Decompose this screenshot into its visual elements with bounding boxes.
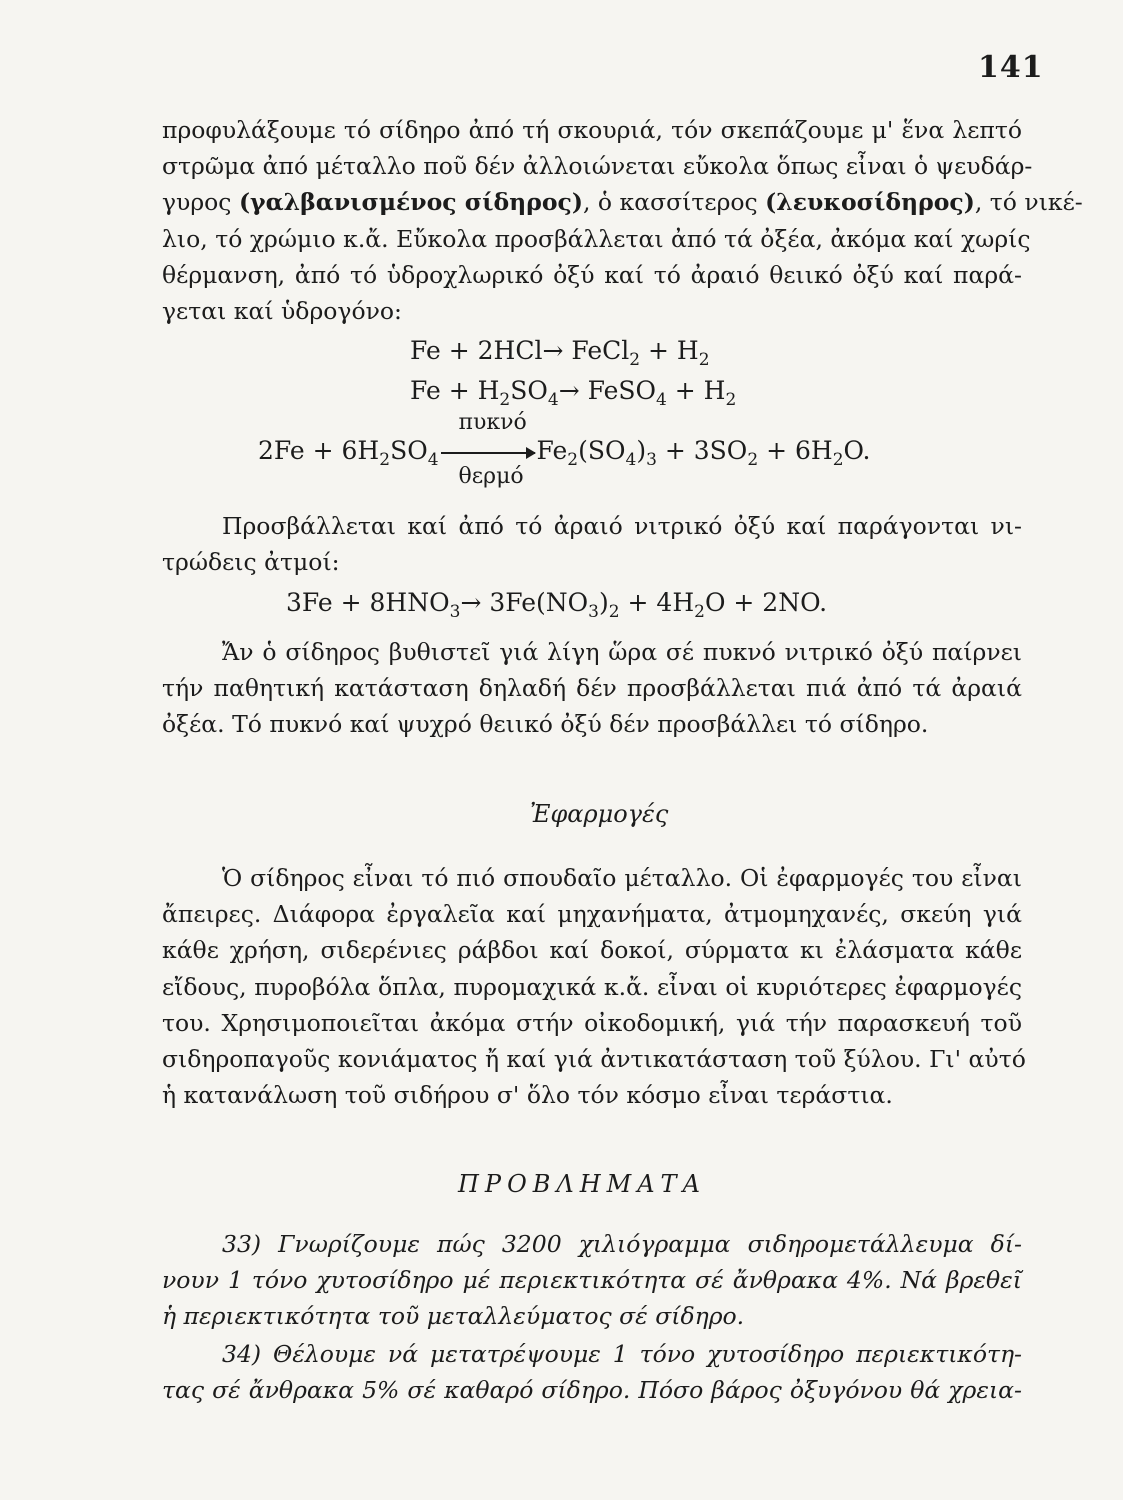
text-line: προφυλάξουμε τό σίδηρο ἀπό τή σκουριά, τόν σκεπάζουμε μ' ἕνα λεπτό [162,116,1022,144]
eq-part: FeCl [563,336,630,365]
text-line: στρῶμα ἀπό μέταλλο ποῦ δέν ἀλλοιώνεται εὔκολα ὅπως εἶναι ὁ ψευδάρ- [162,152,1033,181]
subscript: 2 [747,449,759,470]
subscript: 2 [379,449,391,470]
text-line: τας σέ ἄνθρακα 5% σέ καθαρό σίδηρο. Πόσο βάρος ὀξυγόνου θά χρεια- [162,1376,1022,1405]
eq-part: + H [640,336,699,365]
subscript: 4 [547,389,559,410]
term-galvanized-iron: (γαλβανισμένος σίδηρος) [238,188,583,217]
condition-hot: θερμό [458,464,524,489]
text-span: , τό νικέ- [974,188,1083,217]
text-span: , ὁ κασσίτερος [582,188,766,217]
reaction-arrow: → [460,588,482,617]
conditional-arrow [439,410,537,489]
condition-concentrated: πυκνό [458,410,527,435]
text-line: θέρμανση, ἀπό τό ὑδροχλωρικό ὀξύ καί τό ἀραιό θειικό ὀξύ καί παρά- [162,260,1022,289]
problem-34 [162,1336,1022,1408]
text-line: ἄπειρες. Διάφορα ἐργαλεῖα καί μηχανήματα, ἀτμομηχανές, σκεύη γιά [162,900,1022,929]
text-line: σιδηροπαγοῦς κονιάματος ἤ καί γιά ἀντικατάσταση τοῦ ξύλου. Γι' αὐτό [162,1044,1026,1073]
problem-33 [162,1226,1022,1335]
subscript: 3 [588,601,599,622]
text-line: Ἄν ὁ σίδηρος βυθιστεῖ γιά λίγη ὥρα σέ πυκνό νιτρικό ὀξύ παίρνει [222,638,1022,666]
reaction-arrow [441,452,535,454]
eq-part: (SO [578,436,626,465]
eq-part: SO [390,436,428,465]
text-span: γυρος [162,188,239,217]
reaction-arrow: → [542,336,564,365]
paragraph-applications [162,860,1026,1113]
page-number: 141 [978,50,1044,85]
equation-fe-hno3 [286,588,828,622]
subscript: 2 [698,349,710,370]
eq-part: ) [636,436,647,465]
text-line: νουν 1 τόνο χυτοσίδηρο μέ περιεκτικότητα σέ ἄνθρακα 4%. Νά βρεθεῖ [162,1266,1022,1295]
eq-part: SO [510,376,548,405]
eq-part: O. [843,436,871,465]
eq-part: 3Fe + 8HNO [286,588,450,617]
subscript: 2 [629,349,641,370]
heading-problems: ΠΡΟΒΛΗΜΑΤΑ [458,1170,706,1198]
text-line: τρώδεις ἀτμοί: [162,548,340,577]
equation-fe-conc-h2so4 [258,410,871,489]
subscript: 4 [427,449,439,470]
paragraph-nitric-dilute [162,508,1022,580]
text-line: ἡ κατανάλωση τοῦ σιδήρου σ' ὅλο τόν κόσμο εἶναι τεράστια. [162,1081,893,1110]
eq-part: + H [666,376,726,405]
eq-part: Fe [536,436,568,465]
equation-fe-hcl [410,336,710,370]
eq-part: 2Fe + 6H [258,436,380,465]
eq-part: + 6H [758,436,833,465]
text-line: γεται καί ὑδρογόνο: [162,296,402,325]
eq-part: + 3SO [656,436,748,465]
paragraph-passivation [162,634,1022,743]
term-tinplate: (λευκοσίδηρος) [765,188,975,217]
text-line: ἡ περιεκτικότητα τοῦ μεταλλεύματος σέ σίδηρο. [162,1302,745,1331]
eq-part: 3Fe(NO [481,588,589,617]
eq-part: Fe + 2HCl [410,336,543,365]
text-line: κάθε χρήση, σιδερένιες ράβδοι καί δοκοί, σύρματα κι ἐλάσματα κάθε [162,936,1022,965]
subscript: 2 [499,389,511,410]
subscript: 2 [832,449,844,470]
text-line: του. Χρησιμοποιεῖται ἀκόμα στήν οἰκοδομική, γιά τήν παρασκευή τοῦ [162,1008,1022,1037]
eq-part: O + 2NO. [704,588,828,617]
text-line: τήν παθητική κατάσταση δηλαδή δέν προσβάλλεται πιά ἀπό τά ἀραιά [162,674,1022,703]
heading-applications: Ἐφαρμογές [530,800,669,828]
text-line: 33) Γνωρίζουμε πώς 3200 χιλιόγραμμα σιδηρομετάλλευμα δί- [222,1230,1022,1258]
text-line: λιο, τό χρώμιο κ.ἄ. Εὔκολα προσβάλλεται ἀπό τά ὀξέα, ἀκόμα καί χωρίς [162,224,1031,253]
subscript: 3 [449,601,461,622]
subscript: 2 [694,601,705,622]
subscript: 4 [656,389,667,410]
subscript: 2 [725,389,737,410]
eq-part: Fe + H [410,376,500,405]
paragraph-protection [162,112,1083,329]
text-line: εἴδους, πυροβόλα ὅπλα, πυρομαχικά κ.ἄ. εἶναι οἱ κυριότερες ἐφαρμογές [162,972,1022,1001]
text-line [162,184,1083,220]
subscript: 4 [625,449,637,470]
eq-part: + 4H [619,588,695,617]
eq-part: FeSO [579,376,656,405]
text-line: ὀξέα. Τό πυκνό καί ψυχρό θειικό ὀξύ δέν προσβάλλει τό σίδηρο. [162,710,929,739]
text-line: Ὁ σίδηρος εἶναι τό πιό σπουδαῖο μέταλλο. Οἱ ἐφαρμογές του εἶναι [222,864,1022,892]
equation-fe-h2so4 [410,376,737,410]
eq-part: ) [598,588,609,617]
subscript: 3 [646,449,657,470]
reaction-arrow: → [558,376,580,405]
text-line: 34) Θέλουμε νά μετατρέψουμε 1 τόνο χυτοσίδηρο περιεκτικότη- [222,1340,1022,1368]
subscript: 2 [608,601,620,622]
subscript: 2 [567,449,579,470]
text-line: Προσβάλλεται καί ἀπό τό ἀραιό νιτρικό ὀξύ καί παράγονται νι- [222,512,1022,540]
